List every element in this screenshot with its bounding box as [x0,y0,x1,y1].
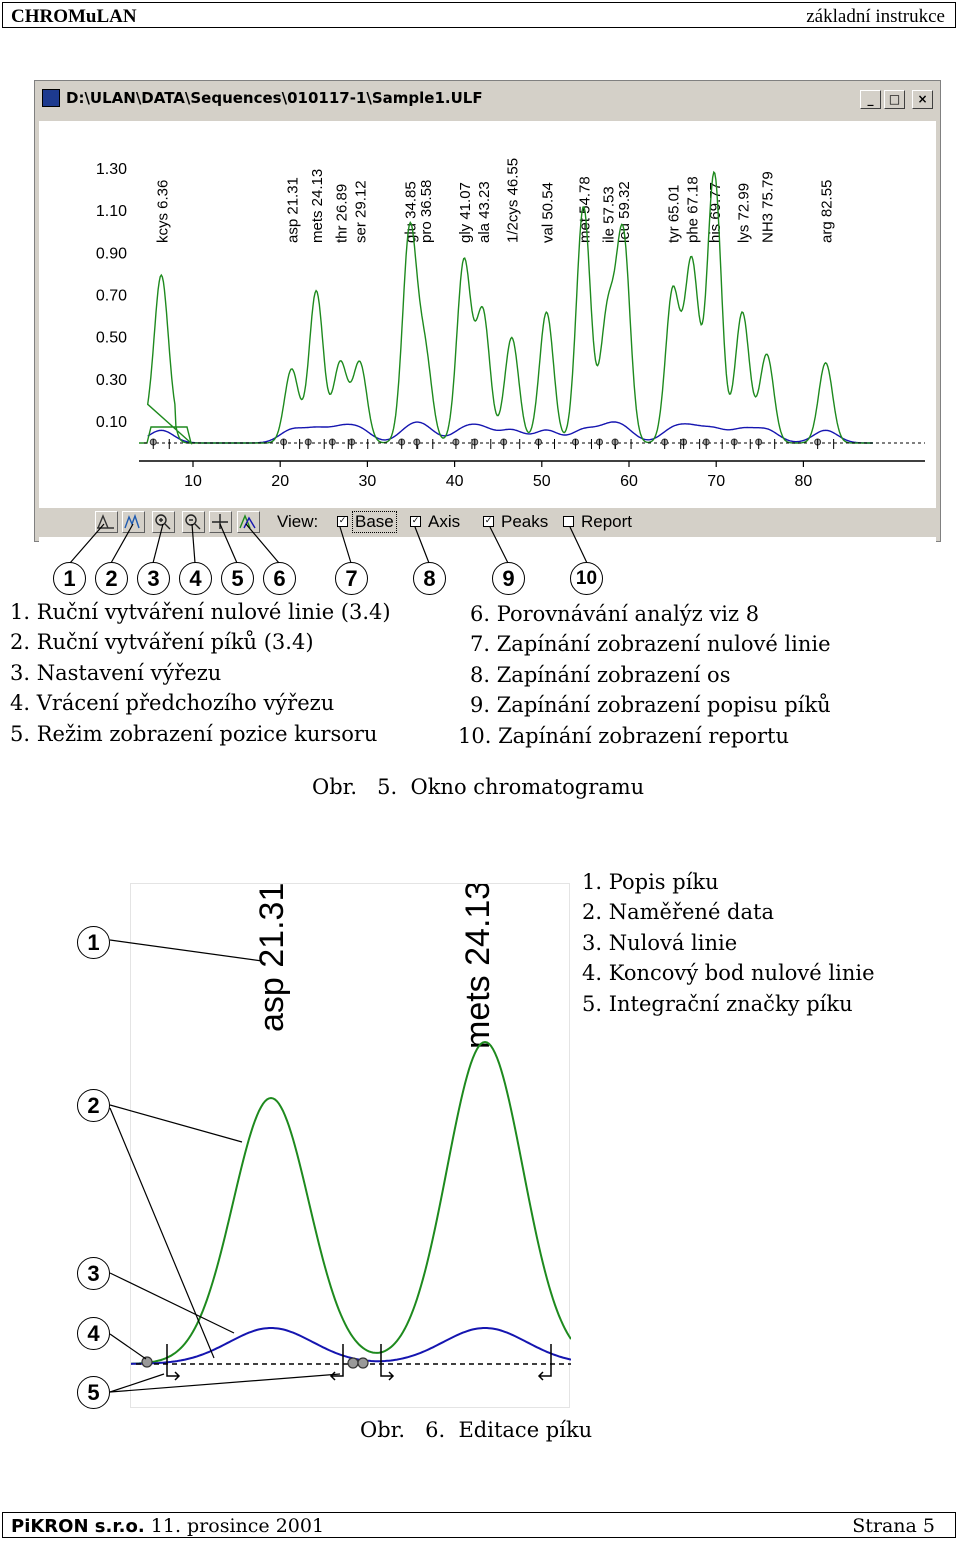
fig6-legend-3: 3. Nulová linie [582,931,738,955]
footer-date: 11. prosince 2001 [150,1515,325,1537]
callout-9: 9 [492,562,525,595]
callout-3: 3 [137,562,170,595]
peak-label: met 54.78 [576,176,594,243]
x-tick-label: 30 [358,473,377,490]
legend-left-4: 4. Vrácení předchozího výřezu [10,691,335,715]
zoom-callout-4: 4 [77,1317,110,1350]
callout-8: 8 [413,562,446,595]
peak-label: thr 26.89 [333,183,351,243]
x-tick-label: 20 [271,473,290,490]
callout-5: 5 [221,562,254,595]
window-title: D:\ULAN\DATA\Sequences\010117-1\Sample1.ULF [66,89,483,107]
callout-7: 7 [335,562,368,595]
peak-label: lys 72.99 [735,182,753,243]
fig6-legend-2: 2. Naměřené data [582,900,774,924]
fig6-caption: Obr. 6. Editace píku [360,1418,593,1442]
y-tick-label: 0.90 [95,245,127,263]
axis-checkbox[interactable]: ✓ [411,516,420,526]
callout-2: 2 [95,562,128,595]
maximize-button[interactable]: □ [884,90,905,109]
peak-label: glu 34.85 [402,181,420,243]
peak-label: kcys 6.36 [154,179,172,243]
header-subtitle: základní instrukce [806,6,945,27]
callout-6: 6 [263,562,296,595]
peak-label: his 69.77 [707,182,725,243]
footer-page: Strana 5 [852,1515,935,1537]
fig6-legend-4: 4. Koncový bod nulové linie [582,961,875,985]
header-title: CHROMuLAN [11,6,137,27]
y-tick-label: 0.50 [95,329,127,347]
x-tick-label: 70 [707,473,726,490]
legend-right-6: 6. Porovnávání analýz viz 8 [470,602,760,626]
y-tick-label: 1.10 [95,203,127,221]
base-label[interactable]: Base [352,511,397,533]
peak-label: gly 41.07 [456,182,474,243]
peak-label: leu 59.32 [616,181,634,243]
x-tick-label: 40 [445,473,464,490]
peak-label: ala 43.23 [475,181,493,243]
x-tick-label: 10 [184,473,202,490]
peak-label: arg 82.55 [818,179,836,243]
fig6-legend-5: 5. Integrační značky píku [582,992,853,1016]
fig6-legend-1: 1. Popis píku [582,870,719,894]
y-tick-label: 0.70 [95,287,127,305]
callout-leaders [0,0,960,600]
zoom-callout-5: 5 [77,1376,110,1409]
peaks-checkbox[interactable]: ✓ [484,516,493,526]
peak-label: val 50.54 [539,182,557,243]
x-tick-label: 80 [794,473,813,490]
base-checkbox[interactable]: ✓ [338,516,347,526]
x-tick-label: 50 [532,473,551,490]
y-tick-label: 1.30 [95,161,127,178]
peak-label: asp 21.31 [284,177,302,243]
minimize-button[interactable]: _ [860,90,881,109]
footer-company: PiKRON s.r.o. [11,1516,145,1537]
close-button[interactable]: × [912,90,933,109]
view-label: View: [277,512,319,531]
peak-label: ser 29.12 [352,180,370,243]
axis-label[interactable]: Axis [428,512,461,531]
callout-1: 1 [53,562,86,595]
legend-right-7: 7. Zapínání zobrazení nulové linie [470,632,831,656]
legend-left-2: 2. Ruční vytváření píků (3.4) [10,630,314,654]
report-label[interactable]: Report [581,512,633,531]
peak-label: tyr 65.01 [665,184,683,243]
zoom-peak-label-asp: asp 21.31 [253,884,291,1032]
y-tick-label: 0.10 [95,414,127,431]
zoom-callout-1: 1 [77,926,110,959]
zoom-callout-2: 2 [77,1089,110,1122]
legend-left-3: 3. Nastavení výřezu [10,661,222,685]
x-tick-label: 60 [620,473,638,490]
peak-label: phe 67.18 [684,176,702,243]
y-tick-label: 0.30 [95,371,127,389]
fig5-caption: Obr. 5. Okno chromatogramu [312,775,645,799]
peak-label: pro 36.58 [417,179,435,243]
peak-label: NH3 75.79 [759,171,777,243]
footer-left [11,1515,324,1537]
peak-label: 1/2cys 46.55 [504,157,522,243]
legend-left-1: 1. Ruční vytváření nulové linie (3.4) [10,600,391,624]
legend-right-10: 10. Zapínání zobrazení reportu [458,724,789,748]
legend-right-8: 8. Zapínání zobrazení os [470,663,731,687]
peaks-label[interactable]: Peaks [501,512,549,531]
callout-10: 10 [570,562,603,595]
page-footer [2,1512,956,1538]
legend-right-9: 9. Zapínání zobrazení popisu píků [470,693,831,717]
callout-4: 4 [179,562,212,595]
peak-label: ile 57.53 [600,186,618,243]
legend-left-5: 5. Režim zobrazení pozice kursoru [10,722,378,746]
zoom-peak-label-mets: mets 24.13 [459,884,497,1049]
peak-label: mets 24.13 [309,168,327,243]
zoom-callout-3: 3 [77,1257,110,1290]
